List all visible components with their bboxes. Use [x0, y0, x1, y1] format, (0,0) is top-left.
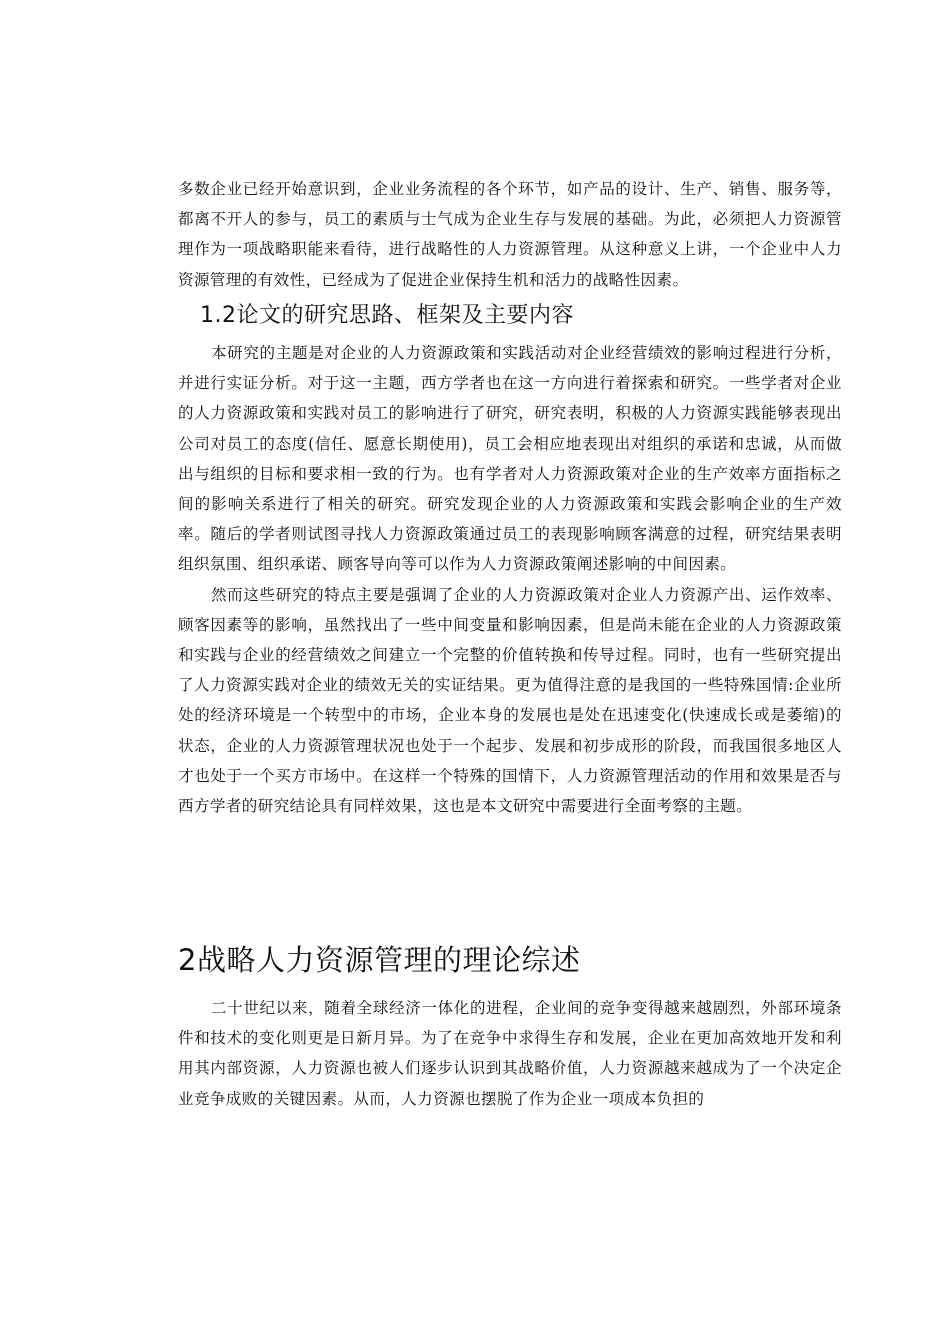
section-1-2-paragraph-1: 本研究的主题是对企业的人力资源政策和实践活动对企业经营绩效的影响过程进行分析，并进行实证分析。对于这一主题，西方学者也在这一方向进行着探索和研究。一些学者对企业的人力资源政策和实践对员工的影响进行了研究，研究表明，积极的人力资源实践能够表现出公司对员工的态度(信任、愿意长期使用)，员工会相应地表现出对组织的承诺和忠诚，从而做出与组织的目标和要求相一致的行为。也有学者对人力资源政策对企业的生产效率方面指标之间的影响关系进行了相关的研究。研究发现企业的人力资源政策和实践会影响企业的生产效率。随后的学者则试图寻找人力资源政策通过员工的表现影响顾客满意的过程，研究结果表明组织氛围、组织承诺、顾客导向等可以作为人力资源政策阐述影响的中间因素。 [178, 344, 842, 574]
intro-paragraph-block [178, 174, 842, 295]
chapter-2-body [178, 993, 842, 1114]
section-heading-1-2: 1.2论文的研究思路、框架及主要内容 [200, 303, 574, 328]
chapter-2-paragraph-1: 二十世纪以来，随着全球经济一体化的进程，企业间的竞争变得越来越剧烈，外部环境条件和技术的变化则更是日新月异。为了在竞争中求得生存和发展，企业在更加高效地开发和利用其内部资源，人力资源也被人们逐步认识到其战略价值，人力资源越来越成为了一个决定企业竞争成败的关键因素。从而，人力资源也摆脱了作为企业一项成本负担的 [178, 999, 842, 1108]
section-1-2-paragraph-2: 然而这些研究的特点主要是强调了企业的人力资源政策对企业人力资源产出、运作效率、顾客因素等的影响，虽然找出了一些中间变量和影响因素，但是尚未能在企业的人力资源政策和实践与企业的经营绩效之间建立一个完整的价值转换和传导过程。同时，也有一些研究提出了人力资源实践对企业的绩效无关的实证结果。更为值得注意的是我国的一些特殊国情:企业所处的经济环境是一个转型中的市场，企业本身的发展也是处在迅速变化(快速成长或是萎缩)的状态，企业的人力资源管理状况也处于一个起步、发展和初步成形的阶段，而我国很多地区人才也处于一个买方市场中。在这样一个特殊的国情下，人力资源管理活动的作用和效果是否与西方学者的研究结论具有同样效果，这也是本文研究中需要进行全面考察的主题。 [178, 585, 842, 816]
chapter-heading-2: 2战略人力资源管理的理论综述 [178, 943, 581, 977]
section-1-2-body [178, 338, 842, 821]
intro-paragraph: 多数企业已经开始意识到，企业业务流程的各个环节，如产品的设计、生产、销售、服务等，都离不开人的参与，员工的素质与士气成为企业生存与发展的基础。为此，必须把人力资源管理作为一项战略职能来看待，进行战略性的人力资源管理。从这种意义上讲，一个企业中人力资源管理的有效性，已经成为了促进企业保持生机和活力的战略性因素。 [178, 180, 842, 289]
